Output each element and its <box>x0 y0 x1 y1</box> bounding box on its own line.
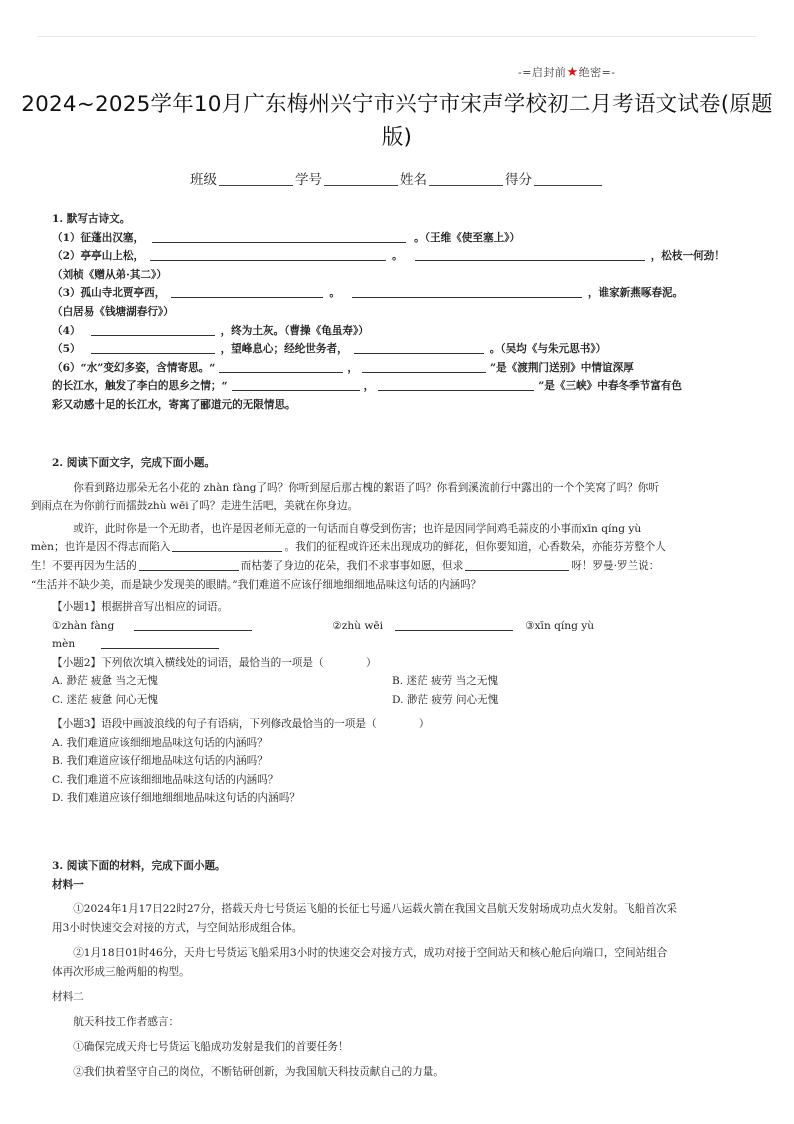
answer-blank[interactable] <box>378 378 534 391</box>
title-line-2: 版) <box>381 125 413 150</box>
q1-item-3-source: （白居易《钱塘湖春行》） <box>52 305 174 318</box>
class-label: 班级 <box>190 172 217 188</box>
option-d[interactable]: D. 我们难道应该仔细地细细地品味这句话的内涵吗？ <box>52 792 300 805</box>
top-divider <box>38 36 756 37</box>
answer-blank[interactable] <box>91 323 215 336</box>
confidential-mark: -=启封前★绝密=- <box>518 65 616 80</box>
passage-paragraph-1: 你看到路边那朵无名小花的 zhàn fàng了吗？你听到屋后那古槐的絮语了吗？你看到溪流前行中露出的一个个笑窝了吗？你听 到雨点在为你前行而擂鼓zhù wēi了吗？走进生活吧，美就在你身边。 <box>30 481 659 513</box>
answer-blank[interactable] <box>139 558 239 571</box>
score-field[interactable] <box>534 171 602 186</box>
option-d[interactable]: D. 渺茫 疲劳 问心无愧 <box>392 693 499 706</box>
title-line-1: 2024~2025学年10月广东梅州兴宁市兴宁市宋声学校初二月考语文试卷(原题 <box>21 92 773 117</box>
name-label: 姓名 <box>400 172 427 188</box>
q1-item-3: （3）孤山寺北贾亭西， 。 ，谁家新燕啄春泥。 <box>52 287 684 300</box>
answer-blank[interactable] <box>91 341 215 354</box>
q1-item-2: （2）亭亭山上松， 。 ，松枝一何劲！ <box>52 250 725 263</box>
exam-title <box>20 88 774 154</box>
answer-blank[interactable] <box>232 378 360 391</box>
q1-item-6: （6）“水”变幻多姿，含情寄思。“ ， ”是《渡荆门送别》中情谊深厚 <box>52 361 634 374</box>
number-label: 学号 <box>295 172 322 188</box>
answer-blank[interactable] <box>150 248 386 261</box>
material-2-intro: 航天科技工作者感言： <box>73 1016 180 1029</box>
answer-blank[interactable] <box>415 248 645 261</box>
material-2-quote-2: ②我们执着坚守自己的岗位，不断钻研创新，为我国航天科技贡献自己的力量。 <box>73 1066 444 1079</box>
q1-item-4: （4） ，终为土灰。（曹操《龟虽寿》） <box>52 324 369 337</box>
subquestion-2: 【小题2】下列依次填入横线处的词语，最恰当的一项是（ ） <box>52 656 377 669</box>
q1-item-2-source: （刘桢《赠从弟·其二》） <box>52 268 167 281</box>
subquestion-3: 【小题3】语段中画波浪线的句子有语病，下列修改最恰当的一项是（ ） <box>52 718 430 731</box>
answer-blank[interactable] <box>172 539 282 552</box>
material-1-para-1: ①2024年1月17日22时27分，搭载天舟七号货运飞船的长征七号遥八运载火箭在我国文昌航天发射场成功点火发射。飞船首次采 用3小时快速交会对接的方式，与空间站形成组合体。 <box>52 903 678 935</box>
q1-item-5: （5） ，望峰息心；经纶世务者， 。（吴均《与朱元思书》） <box>52 343 607 356</box>
answer-blank[interactable] <box>352 285 582 298</box>
option-b[interactable]: B. 我们难道应该仔细地品味这句话的内涵吗？ <box>52 755 268 768</box>
answer-blank[interactable] <box>354 341 484 354</box>
material-1-label: 材料一 <box>52 878 84 891</box>
answer-blank[interactable] <box>395 618 513 631</box>
number-field[interactable] <box>324 171 398 186</box>
question-1-heading: 1. 默写古诗文。 <box>52 213 131 225</box>
answer-blank[interactable] <box>219 360 343 373</box>
answer-blank[interactable] <box>171 285 323 298</box>
q1-item-6-line-2: 的长江水，触发了李白的思乡之情；“ ， ”是《三峡》中春冬季节富有色 <box>52 380 682 393</box>
question-1 <box>52 210 742 415</box>
subquestion-1-blanks-2: mèn <box>52 635 742 654</box>
name-field[interactable] <box>429 171 503 186</box>
option-a[interactable]: A. 渺茫 疲惫 当之无愧 <box>52 675 158 688</box>
option-b[interactable]: B. 迷茫 疲劳 当之无愧 <box>392 675 499 688</box>
student-info-row <box>0 168 794 188</box>
material-2-label: 材料二 <box>52 991 84 1004</box>
material-2-quote-1: ①确保完成天舟七号货运飞船成功发射是我们的首要任务！ <box>73 1041 349 1054</box>
answer-blank[interactable] <box>134 618 252 631</box>
subquestion-1: 【小题1】根据拼音写出相应的词语。 <box>52 601 229 614</box>
star-icon: ★ <box>566 65 579 80</box>
question-2-heading: 2. 阅读下面文字，完成下面小题。 <box>52 457 216 469</box>
question-2 <box>30 454 742 808</box>
answer-blank[interactable] <box>362 360 486 373</box>
score-label: 得分 <box>505 172 532 188</box>
class-field[interactable] <box>219 171 293 186</box>
question-3 <box>52 857 742 1082</box>
answer-blank[interactable] <box>465 558 569 571</box>
q1-item-6-line-3: 彩又动感十足的长江水，寄寓了郦道元的无限情思。 <box>52 398 296 411</box>
material-1-para-2: ②1月18日01时46分，天舟七号货运飞船采用3小时的快速交会对接方式，成功对接于空间站天和核心舱后向端口，空间站组合 体再次形成三舱两船的构型。 <box>52 947 668 979</box>
option-a[interactable]: A. 我们难道应该细细地品味这句话的内涵吗？ <box>52 736 268 749</box>
option-c[interactable]: C. 迷茫 疲惫 问心无愧 <box>52 693 158 706</box>
question-3-heading: 3. 阅读下面的材料，完成下面小题。 <box>52 860 226 872</box>
answer-blank[interactable] <box>152 230 406 243</box>
passage-paragraph-2: 或许，此时你是一个无助者，也许是因老师无意的一句话而自尊受到伤害；也许是因同学间鸡毛蒜皮的小事而xīn qíng yù mèn；也许是因不得志而陷入 。我们的征程或许还未出现成功的鲜花，但你要知道，心香数朵，亦能芬芳整个人 生！不要再因为生活的 而枯萎了身边的花朵，我们不求事事如愿，但求 呀！罗曼·罗兰说： “生活并不缺少美，而是缺少发现美的眼睛。”我们难道不应该仔细地细细地品味这句话的内涵吗？ <box>30 522 666 591</box>
subquestion-1-blanks: ①zhàn fàng ②zhù wēi ③xīn qíng yù <box>52 619 595 632</box>
q1-item-1: （1）征蓬出汉塞， 。（王维《使至塞上》） <box>52 231 521 244</box>
answer-blank[interactable] <box>101 636 219 649</box>
option-c[interactable]: C. 我们难道不应该细细地品味这句话的内涵吗？ <box>52 773 279 786</box>
